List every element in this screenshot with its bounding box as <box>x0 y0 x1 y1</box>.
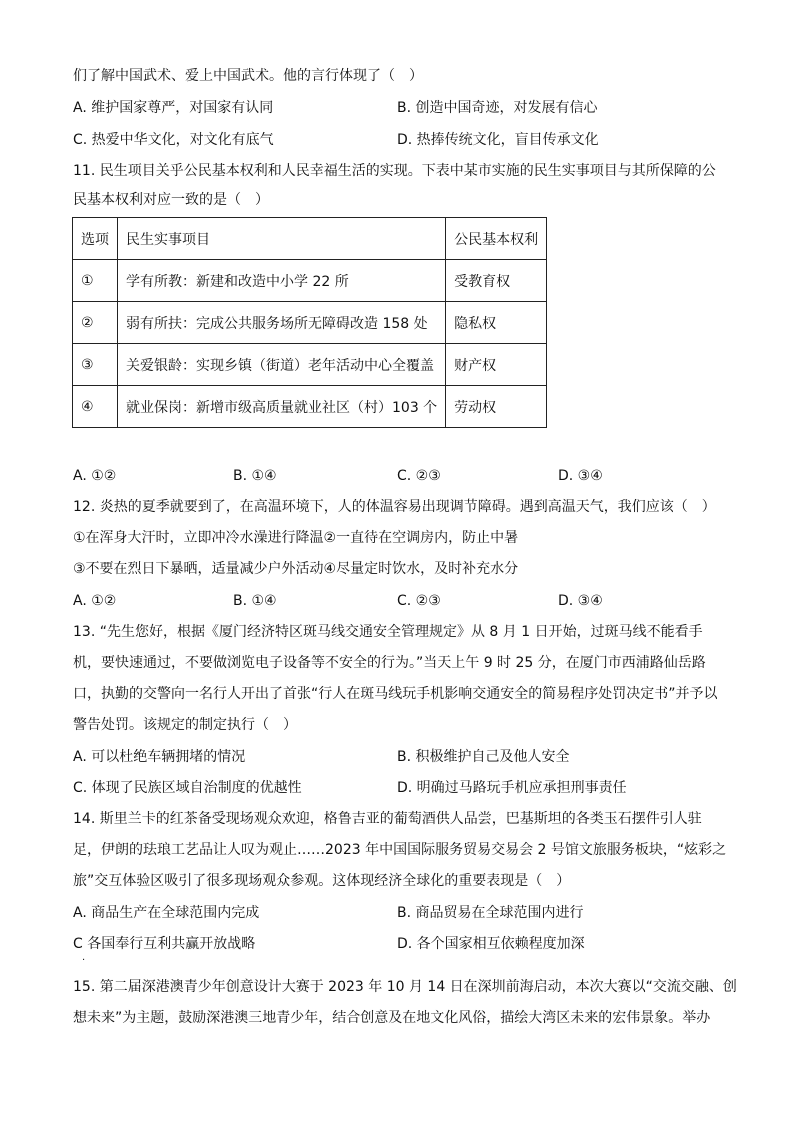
q15-stem-line2: 想未来”为主题，鼓励深港澳三地青少年，结合创意及在地文化风俗，描绘大湾区未来的宏伟景象。举办 <box>73 1010 711 1026</box>
row-project: 学有所教：新建和改造中小学 22 所 <box>118 260 446 302</box>
row-right: 受教育权 <box>446 260 547 302</box>
q14-stem-line3: 旅”交互体验区吸引了很多现场观众参观。这体现经济全球化的重要表现是（ ） <box>73 873 571 889</box>
q12-option-a: A. ①② <box>73 593 117 609</box>
row-marker: ④ <box>73 386 118 428</box>
q13-stem-line1: 13. “先生您好，根据《厦门经济特区斑马线交通安全管理规定》从 8 月 1 日开始，过斑马线不能看手 <box>73 624 703 640</box>
q14-option-c: C 各国奉行互利共赢开放战略 <box>73 936 256 952</box>
q12-statement-3-4: ③不要在烈日下暴晒，适量减少户外活动④尽量定时饮水，及时补充水分 <box>73 561 519 577</box>
rights-table <box>72 217 547 428</box>
q11-option-a: A. ①② <box>73 468 117 484</box>
q12-stem-line1: 12. 炎热的夏季就要到了，在高温环境下，人的体温容易出现调节障碍。遇到高温天气，我们应该（ ） <box>73 499 716 515</box>
q11-option-c: C. ②③ <box>397 468 441 484</box>
row-right: 财产权 <box>446 344 547 386</box>
q13-option-a: A. 可以杜绝车辆拥堵的情况 <box>73 749 246 765</box>
header-right: 公民基本权利 <box>446 218 547 260</box>
q10-option-a: A. 维护国家尊严，对国家有认同 <box>73 100 274 116</box>
q12-statement-1-2: ①在浑身大汗时，立即冲冷水澡进行降温②一直待在空调房内，防止中暑 <box>73 530 519 546</box>
q14-stem-line1: 14. 斯里兰卡的红茶备受现场观众欢迎，格鲁吉亚的葡萄酒供人品尝，巴基斯坦的各类玉石摆件引人驻 <box>73 811 702 827</box>
row-project: 关爱银龄：实现乡镇（街道）老年活动中心全覆盖 <box>118 344 446 386</box>
q12-option-c: C. ②③ <box>397 593 441 609</box>
q12-option-d: D. ③④ <box>558 593 603 609</box>
row-right: 劳动权 <box>446 386 547 428</box>
q10-option-c: C. 热爱中华文化，对文化有底气 <box>73 132 274 148</box>
row-project: 弱有所扶：完成公共服务场所无障碍改造 158 处 <box>118 302 446 344</box>
q10-option-d: D. 热捧传统文化，盲目传承文化 <box>397 132 599 148</box>
table-header-row <box>73 218 547 260</box>
header-project: 民生实事项目 <box>118 218 446 260</box>
q13-option-d: D. 明确过马路玩手机应承担刑事责任 <box>397 780 627 796</box>
q13-stem-line3: 口，执勤的交警向一名行人开出了首张“行人在斑马线玩手机影响交通安全的简易程序处罚决定书”并予以 <box>73 686 718 702</box>
q14-option-a: A. 商品生产在全球范围内完成 <box>73 905 260 921</box>
q11-stem-line2: 民基本权利对应一致的是（ ） <box>73 192 269 208</box>
q11-stem-line1: 11. 民生项目关乎公民基本权利和人民幸福生活的实现。下表中某市实施的民生实事项目与其所保障的公 <box>73 163 716 179</box>
q13-option-b: B. 积极维护自己及他人安全 <box>397 749 570 765</box>
row-marker: ③ <box>73 344 118 386</box>
q13-option-c: C. 体现了民族区域自治制度的优越性 <box>73 780 302 796</box>
q11-option-b: B. ①④ <box>233 468 277 484</box>
q13-stem-line4: 警告处罚。该规定的制定执行（ ） <box>73 717 297 733</box>
q12-option-b: B. ①④ <box>233 593 277 609</box>
question-10-stem-tail: 们了解中国武术、爱上中国武术。他的言行体现了（ ） <box>73 68 423 84</box>
q15-stem-line1: 15. 第二届深港澳青少年创意设计大赛于 2023 年 10 月 14 日在深圳前海启动，本次大赛以“交流交融、创 <box>73 979 737 995</box>
row-marker: ② <box>73 302 118 344</box>
row-right: 隐私权 <box>446 302 547 344</box>
stray-dot-mark: · <box>82 955 86 966</box>
q13-stem-line2: 机，要快速通过，不要做浏览电子设备等不安全的行为。”当天上午 9 时 25 分，在厦门市西浦路仙岳路 <box>73 655 706 671</box>
table-row <box>73 344 547 386</box>
table-row <box>73 302 547 344</box>
table-row <box>73 386 547 428</box>
header-option: 选项 <box>73 218 118 260</box>
row-project: 就业保岗：新增市级高质量就业社区（村）103 个 <box>118 386 446 428</box>
q10-option-b: B. 创造中国奇迹，对发展有信心 <box>397 100 598 116</box>
q14-option-b: B. 商品贸易在全球范围内进行 <box>397 905 584 921</box>
row-marker: ① <box>73 260 118 302</box>
q14-stem-line2: 足，伊朗的珐琅工艺品让人叹为观止……2023 年中国国际服务贸易交易会 2 号馆文旅服务板块，“炫彩之 <box>73 842 727 858</box>
q14-option-d: D. 各个国家相互依赖程度加深 <box>397 936 585 952</box>
q11-option-d: D. ③④ <box>558 468 603 484</box>
table-row <box>73 260 547 302</box>
